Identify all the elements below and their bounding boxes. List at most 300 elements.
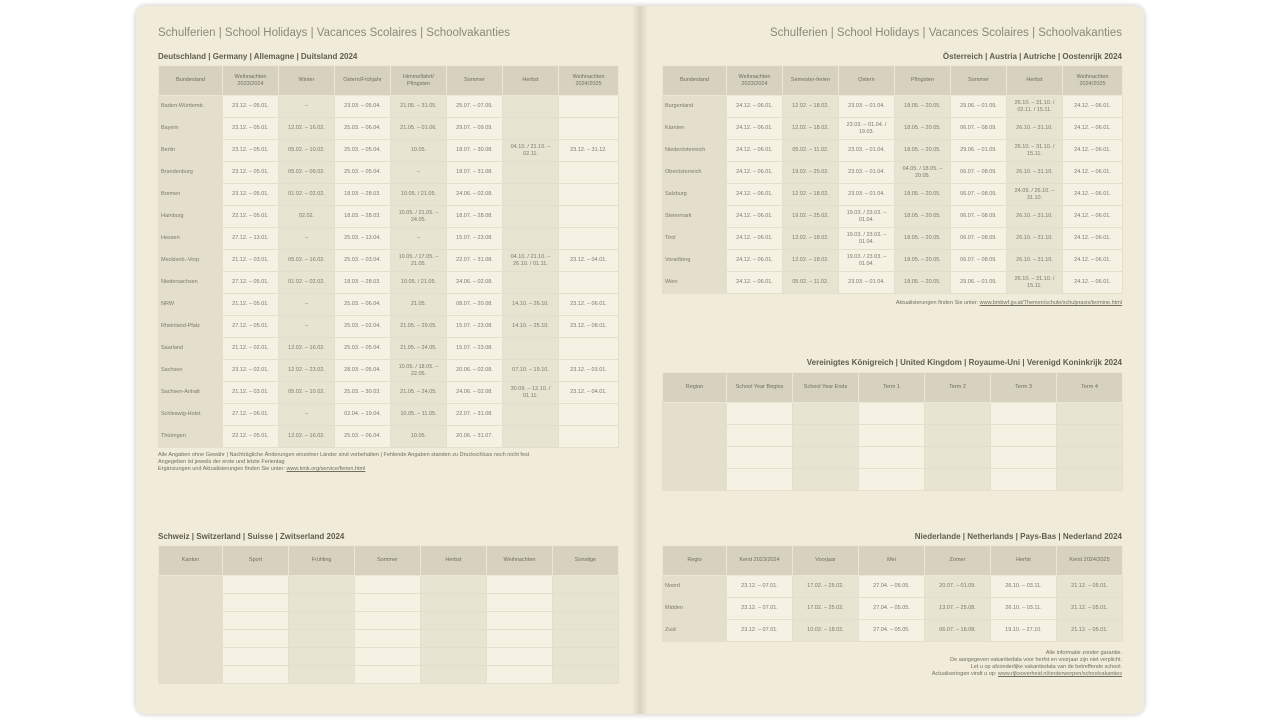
table-cell: 01.02. – 02.02. xyxy=(279,272,335,294)
table-cell: 19.02. – 25.02. xyxy=(783,162,839,184)
empty-cell xyxy=(355,630,421,648)
germany-holiday-table xyxy=(158,65,619,448)
table-cell xyxy=(559,404,619,426)
row-label: Bremen xyxy=(159,184,223,206)
column-header: Weihnachten 2024/2025 xyxy=(559,66,619,96)
austria-holiday-table xyxy=(662,65,1123,294)
table-cell: 02.04. – 19.04. xyxy=(335,404,391,426)
table-cell: 15.07. – 23.08. xyxy=(447,338,503,360)
table-cell: 24.12. – 06.01. xyxy=(1063,118,1123,140)
left-page xyxy=(136,6,640,714)
table-cell: 10.05. / 21.05. xyxy=(391,272,447,294)
row-label: Sachsen xyxy=(159,360,223,382)
table-cell: 27.12. – 05.01. xyxy=(223,316,279,338)
table-cell: 23.12. – 07.01. xyxy=(727,620,793,642)
column-header: Weihnachten xyxy=(487,546,553,576)
table-cell: 19.03. / 23.03. – 01.04. xyxy=(839,250,895,272)
empty-cell xyxy=(487,612,553,630)
table-cell xyxy=(503,338,559,360)
empty-cell xyxy=(159,630,223,648)
table-cell: 27.04. – 05.05. xyxy=(859,620,925,642)
table-cell: 18.05. – 20.05. xyxy=(895,96,951,118)
table-cell: 23.03. – 01.04. / 19.03. xyxy=(839,118,895,140)
table-cell: 04.10. / 21.10. – 26.10. / 01.11. xyxy=(503,250,559,272)
table-cell: 23.03. – 01.04. xyxy=(839,96,895,118)
table-cell: 21.05. – 31.05. xyxy=(391,96,447,118)
table-cell: 18.03. – 28.03. xyxy=(335,206,391,228)
table-cell xyxy=(503,272,559,294)
table-cell: 18.03. – 28.03. xyxy=(335,184,391,206)
empty-cell xyxy=(727,425,793,447)
empty-cell xyxy=(223,576,289,594)
table-cell: 19.02. – 25.02. xyxy=(783,206,839,228)
austria-note-text: Aktualisierungen finden Sie unter: xyxy=(895,300,979,306)
table-cell: 25.03. – 02.04. xyxy=(335,316,391,338)
table-cell xyxy=(559,96,619,118)
table-cell: 19.03. / 23.03. – 01.04. xyxy=(839,228,895,250)
row-label: Brandenburg xyxy=(159,162,223,184)
table-cell: 26.10. – 31.10. xyxy=(1007,250,1063,272)
table-cell xyxy=(503,118,559,140)
table-cell: 18.05. – 20.05. xyxy=(895,206,951,228)
table-cell: 25.03. – 06.04. xyxy=(335,118,391,140)
empty-cell xyxy=(553,612,619,630)
table-cell: 12.02. – 18.02. xyxy=(783,118,839,140)
empty-cell xyxy=(159,594,223,612)
table-cell xyxy=(559,184,619,206)
table-cell: 21.12. – 05.01. xyxy=(1057,576,1123,598)
table-cell: – xyxy=(391,228,447,250)
row-label: Steiermark xyxy=(663,206,727,228)
table-cell: 21.12. – 05.01. xyxy=(223,294,279,316)
table-cell xyxy=(559,426,619,448)
table-cell: 25.07. – 07.09. xyxy=(447,96,503,118)
table-cell: 22.12. – 05.01. xyxy=(223,206,279,228)
row-label: Berlin xyxy=(159,140,223,162)
empty-cell xyxy=(355,576,421,594)
empty-cell xyxy=(421,630,487,648)
table-row xyxy=(663,598,1123,620)
column-header: Kanton xyxy=(159,546,223,576)
table-cell: 21.12. – 05.01. xyxy=(1057,620,1123,642)
netherlands-note-link[interactable]: www.rijksoverheid.nl/onderwerpen/schoolvakanties xyxy=(997,671,1122,677)
table-cell: 25.03. – 06.04. xyxy=(335,426,391,448)
table-cell: 27.04. – 05.05. xyxy=(859,598,925,620)
netherlands-note-4-text: Actualiseringen vindt u op: xyxy=(931,671,997,677)
table-cell: 05.02. – 10.02. xyxy=(279,382,335,404)
germany-note-1: Alle Angaben ohne Gewähr | Nachträgliche Änderungen einzelner Länder sind vorbehalten | Fehlende Angaben standen zu Druckschluss noch nicht fest xyxy=(158,452,530,458)
empty-cell xyxy=(991,425,1057,447)
table-cell: 24.12. – 06.01. xyxy=(727,140,783,162)
table-cell: 10.05. / 21.05. – 24.05. xyxy=(391,206,447,228)
table-cell: 27.12. – 13.01. xyxy=(223,228,279,250)
planner-spread xyxy=(136,6,1144,714)
table-cell xyxy=(503,206,559,228)
table-cell: 12.02. – 18.02. xyxy=(783,250,839,272)
empty-cell xyxy=(925,425,991,447)
table-cell: 18.05. – 20.05. xyxy=(895,140,951,162)
column-header: Ostern/Frühjahr xyxy=(335,66,391,96)
empty-cell xyxy=(663,403,727,425)
austria-note-link[interactable]: www.bmbwf.gv.at/Themen/schule/schulpraxis/termine.html xyxy=(979,300,1122,306)
table-cell: 23.12. – 07.01. xyxy=(727,576,793,598)
empty-cell xyxy=(421,612,487,630)
table-cell: 24.12. – 06.01. xyxy=(727,184,783,206)
table-cell: 24.12. – 06.01. xyxy=(1063,228,1123,250)
table-row xyxy=(663,228,1123,250)
table-cell xyxy=(503,404,559,426)
table-cell: 26.10. – 03.11. xyxy=(991,598,1057,620)
table-row xyxy=(159,382,619,404)
austria-notes xyxy=(896,300,1122,307)
empty-cell xyxy=(553,630,619,648)
column-header: Sommer xyxy=(355,546,421,576)
row-label: Burgenland xyxy=(663,96,727,118)
table-cell: 10.05. / 18.05. – 22.05. xyxy=(391,360,447,382)
empty-cell xyxy=(991,447,1057,469)
table-cell xyxy=(503,162,559,184)
row-label: Saarland xyxy=(159,338,223,360)
table-cell: 12.02. – 18.02. xyxy=(783,96,839,118)
column-header: School Year Ends xyxy=(793,373,859,403)
table-cell: 23.03. – 01.04. xyxy=(839,162,895,184)
empty-cell xyxy=(421,576,487,594)
table-cell: 21.12. – 02.01. xyxy=(223,338,279,360)
empty-cell xyxy=(355,666,421,684)
empty-cell xyxy=(859,403,925,425)
table-cell: 25.03. – 13.04. xyxy=(335,228,391,250)
table-row xyxy=(663,576,1123,598)
row-label: Oberösterreich xyxy=(663,162,727,184)
table-cell: 21.05. – 24.05. xyxy=(391,338,447,360)
empty-cell xyxy=(487,666,553,684)
left-page-title: Schulferien | School Holidays | Vacances Scolaires | Schoolvakanties xyxy=(158,27,511,39)
column-header: Bundesland xyxy=(663,66,727,96)
table-cell: 23.12. – 07.01. xyxy=(727,598,793,620)
empty-cell xyxy=(487,648,553,666)
empty-cell xyxy=(727,447,793,469)
table-row xyxy=(159,594,619,612)
netherlands-note-1: Alle informatie zonder garantie. xyxy=(1045,650,1122,656)
table-row xyxy=(159,118,619,140)
table-cell: 21.05. xyxy=(391,294,447,316)
table-cell: 23.12. – 31.12. xyxy=(559,140,619,162)
empty-cell xyxy=(487,630,553,648)
table-cell: 25.03. – 05.04. xyxy=(335,338,391,360)
table-cell: 12.02. – 23.02. xyxy=(279,360,335,382)
table-cell: 24.12. – 06.01. xyxy=(727,206,783,228)
table-row xyxy=(663,118,1123,140)
uk-holiday-table xyxy=(662,372,1123,491)
table-cell: 15.07. – 23.08. xyxy=(447,316,503,338)
table-cell: 21.05. – 01.06. xyxy=(391,118,447,140)
table-cell: 05.02. – 09.02. xyxy=(279,162,335,184)
netherlands-note-4 xyxy=(932,671,1122,678)
column-header: Pfingsten xyxy=(895,66,951,96)
table-cell: 12.02. – 18.02. xyxy=(783,184,839,206)
table-cell: 10.05. xyxy=(391,426,447,448)
table-row xyxy=(663,96,1123,118)
empty-cell xyxy=(553,594,619,612)
column-header: Kerst 2024/2025 xyxy=(1057,546,1123,576)
row-label: Baden-Württemb. xyxy=(159,96,223,118)
empty-cell xyxy=(553,648,619,666)
column-header: Regio xyxy=(663,546,727,576)
table-row xyxy=(159,162,619,184)
table-cell: 07.10. – 19.10. xyxy=(503,360,559,382)
empty-cell xyxy=(793,403,859,425)
table-cell: 10.02. – 18.02. xyxy=(793,620,859,642)
row-label: Noord xyxy=(663,576,727,598)
row-label: Midden xyxy=(663,598,727,620)
table-cell xyxy=(559,206,619,228)
table-cell: 25.03. – 05.04. xyxy=(335,162,391,184)
empty-cell xyxy=(663,447,727,469)
table-cell: 23.12. – 05.01. xyxy=(223,96,279,118)
table-row xyxy=(663,620,1123,642)
table-cell: – xyxy=(391,162,447,184)
table-cell: 05.02. – 11.02. xyxy=(783,140,839,162)
table-cell: 24.12. – 06.01. xyxy=(1063,162,1123,184)
table-cell: 24.12. – 06.01. xyxy=(1063,206,1123,228)
netherlands-note-3: Let u op afzonderlijke vakantiedata van de betreffende school. xyxy=(970,664,1122,670)
table-cell: 14.10. – 26.10. xyxy=(503,294,559,316)
column-header: Bundesland xyxy=(159,66,223,96)
empty-cell xyxy=(223,648,289,666)
table-cell xyxy=(503,96,559,118)
empty-cell xyxy=(553,576,619,594)
table-cell: 26.10. – 31.10. / 15.11. xyxy=(1007,272,1063,294)
column-header: Zomer xyxy=(925,546,991,576)
column-header: Sonstige xyxy=(553,546,619,576)
table-cell: 21.12. – 03.01. xyxy=(223,250,279,272)
row-label: Hessen xyxy=(159,228,223,250)
empty-cell xyxy=(663,425,727,447)
empty-cell xyxy=(487,594,553,612)
table-cell: 29.06. – 01.09. xyxy=(951,272,1007,294)
table-cell xyxy=(559,162,619,184)
germany-note-3 xyxy=(158,466,618,473)
table-row xyxy=(159,426,619,448)
table-cell: 10.05. xyxy=(391,140,447,162)
table-cell: 22.07. – 31.08. xyxy=(447,250,503,272)
table-cell: 06.07. – 08.09. xyxy=(951,184,1007,206)
table-cell: 30.09. – 12.10. / 01.11. xyxy=(503,382,559,404)
row-label: Schleswig-Holst. xyxy=(159,404,223,426)
empty-cell xyxy=(421,594,487,612)
empty-cell xyxy=(355,648,421,666)
table-cell xyxy=(559,118,619,140)
table-cell: 12.02. – 16.02. xyxy=(279,118,335,140)
column-header: Region xyxy=(663,373,727,403)
empty-cell xyxy=(159,576,223,594)
table-cell: 26.10. – 03.11. xyxy=(991,576,1057,598)
column-header: Winter xyxy=(279,66,335,96)
table-cell: 19.03. / 23.03. – 01.04. xyxy=(839,206,895,228)
column-header: Term 1 xyxy=(859,373,925,403)
column-header: Herbst xyxy=(421,546,487,576)
table-row xyxy=(159,96,619,118)
empty-cell xyxy=(159,666,223,684)
table-row xyxy=(663,403,1123,425)
table-cell: 24.06. – 02.08. xyxy=(447,382,503,404)
table-cell: 02.02. xyxy=(279,206,335,228)
table-cell: 18.05. – 20.05. xyxy=(895,184,951,206)
table-cell: 23.12. – 03.01. xyxy=(559,360,619,382)
table-cell xyxy=(503,184,559,206)
table-row xyxy=(663,272,1123,294)
switzerland-holiday-table xyxy=(158,545,619,684)
table-cell: 06.07. – 18.08. xyxy=(925,620,991,642)
table-row xyxy=(663,469,1123,491)
uk-title: Vereinigtes Königreich | United Kingdom | Royaume-Uni | Verenigd Koninkrijk 2024 xyxy=(806,358,1122,367)
column-header: Ostern xyxy=(839,66,895,96)
table-cell: 05.02. – 16.02. xyxy=(279,250,335,272)
empty-cell xyxy=(925,447,991,469)
column-header: Weihnachten 2023/2024 xyxy=(223,66,279,96)
empty-cell xyxy=(289,612,355,630)
table-row xyxy=(159,360,619,382)
table-cell: 10.05. – 11.05. xyxy=(391,404,447,426)
empty-cell xyxy=(421,648,487,666)
column-header: Sommer xyxy=(951,66,1007,96)
table-cell: 24.06. – 02.08. xyxy=(447,272,503,294)
netherlands-title: Niederlande | Netherlands | Pays-Bas | Nederland 2024 xyxy=(914,532,1122,541)
austria-title: Österreich | Austria | Autriche | Oostenrijk 2024 xyxy=(942,52,1122,61)
table-cell: – xyxy=(279,316,335,338)
empty-cell xyxy=(859,447,925,469)
empty-cell xyxy=(159,648,223,666)
table-cell: 24.12. – 06.01. xyxy=(1063,250,1123,272)
germany-note-link[interactable]: www.kmk.org/service/ferien.html xyxy=(286,466,366,472)
germany-note-3-text: Ergänzungen und Aktualisierungen finden Sie unter: xyxy=(158,466,285,472)
empty-cell xyxy=(1057,403,1123,425)
table-cell: 23.12. – 08.01. xyxy=(559,316,619,338)
table-cell: 26.10. – 31.10. / 15.11. xyxy=(1007,140,1063,162)
table-cell: 24.12. – 06.01. xyxy=(727,118,783,140)
table-cell: 26.10. – 31.10. / 02.11. / 15.11. xyxy=(1007,96,1063,118)
table-row xyxy=(663,447,1123,469)
table-cell: 22.07. – 31.08. xyxy=(447,404,503,426)
empty-cell xyxy=(289,630,355,648)
table-cell: 06.07. – 08.09. xyxy=(951,206,1007,228)
table-cell: 21.05. – 24.05. xyxy=(391,382,447,404)
table-cell: 23.12. – 05.01. xyxy=(223,184,279,206)
table-cell: 24.12. – 06.01. xyxy=(727,228,783,250)
table-cell xyxy=(503,228,559,250)
table-cell: 24.06. – 02.08. xyxy=(447,184,503,206)
table-cell: 18.05. – 20.05. xyxy=(895,272,951,294)
table-cell: 18.05. – 20.05. xyxy=(895,228,951,250)
netherlands-notes xyxy=(932,650,1122,678)
table-row xyxy=(159,272,619,294)
germany-title: Deutschland | Germany | Allemagne | Duitsland 2024 xyxy=(158,52,358,61)
table-row xyxy=(663,250,1123,272)
column-header: Term 4 xyxy=(1057,373,1123,403)
table-row xyxy=(159,294,619,316)
germany-notes xyxy=(158,452,618,473)
table-row xyxy=(159,206,619,228)
table-cell: 29.06. – 01.09. xyxy=(951,96,1007,118)
table-cell: 01.02. – 02.02. xyxy=(279,184,335,206)
column-header: Voorjaar xyxy=(793,546,859,576)
table-cell xyxy=(559,228,619,250)
empty-cell xyxy=(925,403,991,425)
table-cell: 06.07. – 08.09. xyxy=(951,228,1007,250)
empty-cell xyxy=(159,612,223,630)
table-cell: 06.07. – 08.09. xyxy=(951,162,1007,184)
table-cell: 18.03. – 28.03. xyxy=(335,272,391,294)
column-header: Weihnachten 2023/2024 xyxy=(727,66,783,96)
table-cell: 21.05. – 29.05. xyxy=(391,316,447,338)
row-label: Bayern xyxy=(159,118,223,140)
table-cell: 21.12. – 03.01. xyxy=(223,382,279,404)
table-cell: 18.07. – 31.08. xyxy=(447,162,503,184)
table-row xyxy=(159,184,619,206)
table-cell: 24.12. – 06.01. xyxy=(1063,140,1123,162)
table-cell: 08.07. – 20.08. xyxy=(447,294,503,316)
table-row xyxy=(159,612,619,630)
table-cell: 06.07. – 08.09. xyxy=(951,118,1007,140)
netherlands-note-2: De aangegeven vakantiedata voor herfst en voorjaar zijn niet verplicht. xyxy=(950,657,1122,663)
row-label: Sachsen-Anhalt xyxy=(159,382,223,404)
empty-cell xyxy=(289,666,355,684)
table-cell: 23.12. – 04.01. xyxy=(559,250,619,272)
table-row xyxy=(159,228,619,250)
empty-cell xyxy=(991,403,1057,425)
table-cell xyxy=(503,426,559,448)
table-cell: 25.03. – 30.03. xyxy=(335,382,391,404)
column-header: Kerst 2023/2024 xyxy=(727,546,793,576)
empty-cell xyxy=(793,469,859,491)
empty-cell xyxy=(223,594,289,612)
empty-cell xyxy=(1057,469,1123,491)
table-cell: 28.03. – 05.04. xyxy=(335,360,391,382)
column-header: Term 2 xyxy=(925,373,991,403)
table-cell: 12.02. – 16.02. xyxy=(279,426,335,448)
row-label: Vorarlberg xyxy=(663,250,727,272)
row-label: Mecklenb.-Vorp. xyxy=(159,250,223,272)
table-cell: 25.03. – 06.04. xyxy=(335,294,391,316)
row-label: NRW xyxy=(159,294,223,316)
empty-cell xyxy=(487,576,553,594)
table-cell: 24.12. – 06.01. xyxy=(727,162,783,184)
empty-cell xyxy=(1057,425,1123,447)
column-header: Mei xyxy=(859,546,925,576)
table-cell: 26.10. – 31.10. xyxy=(1007,162,1063,184)
empty-cell xyxy=(421,666,487,684)
empty-cell xyxy=(223,666,289,684)
right-page-title: Schulferien | School Holidays | Vacances Scolaires | Schoolvakanties xyxy=(769,27,1122,39)
table-cell: 24.09. / 26.10. – 31.10. xyxy=(1007,184,1063,206)
column-header: Sport xyxy=(223,546,289,576)
right-page xyxy=(640,6,1144,714)
table-row xyxy=(663,206,1123,228)
row-label: Thüringen xyxy=(159,426,223,448)
row-label: Hamburg xyxy=(159,206,223,228)
column-header: Term 3 xyxy=(991,373,1057,403)
table-row xyxy=(159,140,619,162)
row-label: Niedersachsen xyxy=(159,272,223,294)
table-cell: 04.10. / 21.10. – 02.11. xyxy=(503,140,559,162)
table-cell: 25.03. – 05.04. xyxy=(335,140,391,162)
table-cell: 23.12. – 02.01. xyxy=(223,360,279,382)
row-label: Wien xyxy=(663,272,727,294)
table-cell: 18.07. – 30.08. xyxy=(447,140,503,162)
empty-cell xyxy=(289,576,355,594)
switzerland-title: Schweiz | Switzerland | Suisse | Zwitserland 2024 xyxy=(158,532,345,541)
table-cell: 23.03. – 05.04. xyxy=(335,96,391,118)
